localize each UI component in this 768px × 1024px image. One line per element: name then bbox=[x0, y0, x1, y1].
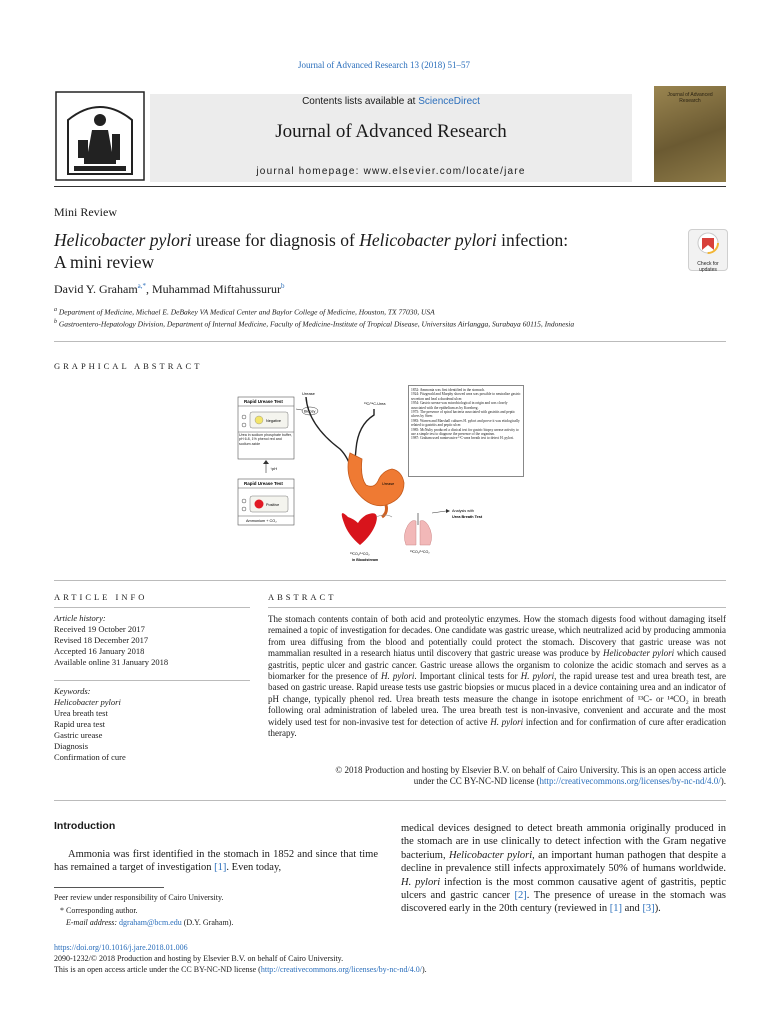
bottom-metadata bbox=[54, 942, 726, 975]
ammonium-label: Ammonium + CO₂ bbox=[246, 519, 277, 523]
timeline-item: 1975: The presence of spiral bacteria associated with gastritis and peptic ulcers by Steer. bbox=[411, 410, 516, 419]
urea-label: ¹³C/¹⁴C-Urea bbox=[364, 402, 386, 406]
affiliation-a bbox=[54, 307, 734, 317]
col2-text: . The presence of urease in the stomach was discovered early in the 20th century (reviewed in bbox=[401, 890, 726, 915]
blood-co2-label: ¹³CO₂/¹⁴CO₂ bbox=[350, 552, 370, 556]
doi-link[interactable]: https://doi.org/10.1016/j.jare.2018.01.006 bbox=[54, 943, 188, 952]
abstract-species: H. pylori bbox=[490, 716, 524, 727]
introduction-heading: Introduction bbox=[54, 820, 116, 832]
author-graham: David Y. Graham bbox=[54, 282, 138, 296]
ubt-label: Urea Breath Test bbox=[452, 515, 483, 519]
affiliation-a-marker: a bbox=[54, 307, 57, 313]
timeline-item: 1924: Fitzgerald and Murphy showed urea was possible to neutralize gastric secretion and heal a duodenal ulcer. bbox=[411, 392, 521, 401]
oa-prefix: This is an open access article under the CC BY-NC-ND license ( bbox=[54, 965, 261, 974]
abstract-text: infection and for confirmation of cure after eradication therapy. bbox=[268, 716, 727, 739]
rut-title-positive: Rapid Urease Test bbox=[244, 481, 283, 486]
header-rule bbox=[54, 186, 726, 187]
copyright-line-1: © 2018 Production and hosting by Elsevier B.V. on behalf of Cairo University. This is an open access article bbox=[335, 765, 726, 775]
history-label: Article history: bbox=[54, 613, 106, 623]
copyright-prefix: under the CC BY-NC-ND license ( bbox=[413, 776, 540, 787]
col2-text: and bbox=[622, 903, 643, 915]
col2-text: medical devices designed to detect breath ammonia originally produced in the stomach are in use clinically to detect infection with the Gram negative bacterium, bbox=[401, 823, 726, 861]
corresponding-author-note: * Corresponding author. bbox=[60, 905, 138, 915]
affiliation-b-marker: b bbox=[54, 319, 57, 325]
cc-license-link[interactable]: http://creativecommons.org/licenses/by-nc-nd/4.0/ bbox=[539, 776, 721, 787]
abstract-text: which caused gastritis, peptic ulcer and gastric cancer. Gastric urease allows the organism to colonize the acidic stomach and serves as a biomarker for the presence of bbox=[268, 648, 727, 682]
keyword-item: Diagnosis bbox=[54, 741, 88, 751]
reference-link-2[interactable]: [2] bbox=[514, 890, 527, 902]
revised-date: Revised 18 December 2017 bbox=[54, 635, 149, 645]
abstract-bottom-rule bbox=[54, 800, 726, 801]
online-date: Available online 31 January 2018 bbox=[54, 657, 169, 667]
title-text-2: infection: bbox=[496, 230, 569, 250]
article-info-top-rule bbox=[54, 580, 726, 581]
journal-homepage-link[interactable]: journal homepage: www.elsevier.com/locate/jare bbox=[256, 166, 526, 177]
contents-prefix: Contents lists available at bbox=[302, 96, 419, 107]
issn-line: 2090-1232/© 2018 Production and hosting by Elsevier B.V. on behalf of Cairo University. bbox=[54, 954, 344, 963]
affiliation-b-text: Gastroentero-Hepatology Division, Department of Internal Medicine, Faculty of Medicine-Institute of Tropical Disease, Universitas Airlangga, Surabaya 60115, Indonesia bbox=[58, 319, 575, 329]
abstract-heading: ABSTRACT bbox=[268, 592, 337, 602]
reference-link-1[interactable]: [1] bbox=[214, 862, 227, 874]
title-species-1: Helicobacter pylori bbox=[54, 230, 192, 250]
intro-text: Ammonia was first identified in the stomach in 1852 and since that time has remained a target of investigation bbox=[54, 849, 378, 874]
cover-title: Journal of Advanced Research bbox=[667, 92, 713, 104]
keyword-item: Gastric urease bbox=[54, 730, 103, 740]
email-suffix: (D.Y. Graham). bbox=[181, 918, 234, 927]
history-rule bbox=[54, 680, 250, 681]
abstract-text: , the rapid urease test and urea breath test, are based on gastric urease. Rapid urease tests use gastric biopsies or mucus placed in a device containing urea and an indicator of pH change, typically phenol red. Urea breath tests measure the change in isotope enrichment of ¹³C- or ¹⁴CO₂ in breath following oral administration of labeled urea. The urea breath test is non-invasive, convenient and accurate and the most widely used test for non-invasive test for detection of active bbox=[268, 671, 727, 727]
crossmark-icon bbox=[689, 230, 727, 256]
col2-text: ). bbox=[654, 903, 661, 915]
author-miftahussurur-affil-link[interactable]: b bbox=[281, 282, 285, 290]
contents-line bbox=[150, 96, 632, 107]
col2-text: , an important human pathogen that despite a decline in prevalence still infects approximately 50% of humans worldwide. bbox=[401, 849, 726, 875]
col2-text: infection is the most common causative agent of gastritis, peptic ulcers and gastric cancer bbox=[401, 876, 726, 902]
col2-species: Helicobacter pylori bbox=[448, 849, 533, 861]
reference-link-3[interactable]: [3] bbox=[642, 903, 655, 915]
cairo-university-logo bbox=[54, 90, 146, 182]
peer-review-note: Peer review under responsibility of Cairo University. bbox=[54, 893, 224, 902]
keyword-item: Urea breath test bbox=[54, 708, 108, 718]
reference-link-1[interactable]: [1] bbox=[609, 903, 623, 915]
footnotes bbox=[54, 892, 378, 930]
urease-stomach-label: Urease bbox=[382, 482, 395, 486]
copyright-suffix: ). bbox=[720, 776, 726, 787]
keywords-label: Keywords: bbox=[54, 686, 91, 696]
journal-citation-link[interactable]: Journal of Advanced Research 13 (2018) 51–57 bbox=[298, 60, 470, 70]
oa-suffix: ). bbox=[422, 965, 427, 974]
sciencedirect-link[interactable]: ScienceDirect bbox=[418, 96, 480, 107]
title-line-2: A mini review bbox=[54, 252, 155, 272]
abstract-text: . Important clinical tests for bbox=[414, 671, 521, 682]
keyword-item: Confirmation of cure bbox=[54, 752, 126, 762]
graphical-abstract-heading: GRAPHICAL ABSTRACT bbox=[54, 361, 203, 371]
title-rule bbox=[54, 341, 726, 342]
timeline-item: 1852: Ammonia was first identified in the stomach. bbox=[411, 388, 485, 392]
abstract-species: H. pylori bbox=[520, 671, 555, 682]
intro-text-end: . Even today, bbox=[226, 862, 282, 874]
article-title bbox=[54, 229, 654, 273]
abstract-body bbox=[268, 614, 726, 739]
abstract-species: H. pylori bbox=[381, 671, 415, 682]
footnote-rule bbox=[54, 887, 164, 888]
rut-title-negative: Rapid Urease Test bbox=[244, 399, 283, 404]
oa-license-link[interactable]: http://creativecommons.org/licenses/by-nc-nd/4.0/ bbox=[260, 965, 422, 974]
check-updates-label: Check for updates bbox=[697, 261, 719, 273]
body-column-1 bbox=[54, 848, 378, 875]
keywords bbox=[54, 686, 250, 763]
timeline-item: 1954: Gastric urease was microbiological in origin and was closely associated with the epithelium as by Kornberg. bbox=[411, 401, 508, 410]
article-info-heading: ARTICLE INFO bbox=[54, 592, 148, 602]
keyword-item: Helicobacter pylori bbox=[54, 697, 121, 707]
bloodstream-label: in Bloodstream bbox=[352, 558, 379, 562]
seal-icon bbox=[54, 90, 146, 182]
urease-top-label: Urease bbox=[302, 391, 315, 396]
author-graham-affil-link[interactable]: a,* bbox=[137, 282, 147, 290]
article-type: Mini Review bbox=[54, 205, 117, 219]
body-column-2 bbox=[401, 822, 726, 916]
abstract-rule bbox=[268, 607, 726, 608]
timeline-box bbox=[408, 385, 524, 477]
email-link[interactable]: dgraham@bcm.edu bbox=[119, 918, 182, 927]
author-miftahussurur: Muhammad Miftahussurur bbox=[152, 282, 281, 296]
timeline-item: 1985: McNulty produced a clinical test for gastric biopsy urease activity to use a simple test to diagnose the presence of the organism. bbox=[411, 427, 519, 437]
ph-label: ↑pH bbox=[270, 466, 278, 471]
received-date: Received 19 October 2017 bbox=[54, 624, 145, 634]
analysis-label: Analysis with bbox=[452, 509, 474, 513]
authors bbox=[54, 282, 285, 297]
abstract-copyright bbox=[268, 765, 726, 788]
affiliation-b bbox=[54, 319, 734, 329]
article-info-rule bbox=[54, 607, 250, 608]
journal-name: Journal of Advanced Research bbox=[275, 121, 507, 142]
keyword-item: Rapid urea test bbox=[54, 719, 105, 729]
abstract-text: The stomach contents contain of both acid and proteolytic enzymes. How the stomach digests food without damaging itself remained a topic of investigation for decades. One candidate was gastric urease, which neutralized acid by producing ammonia from urea diffusing from the blood and potentially could protect the stomach. Discovery that gastric urease was not mammalian resulted in a research hiatus until discovery that gastric urease was produce by bbox=[268, 614, 726, 659]
timeline-item: 1987: Graham used noninvasive ¹³C-urea breath test to detect H. pylori. bbox=[411, 436, 514, 441]
accepted-date: Accepted 16 January 2018 bbox=[54, 646, 145, 656]
author-separator: , bbox=[146, 282, 153, 296]
article-history bbox=[54, 613, 250, 668]
timeline-item: 1983: Warren and Marshall cultures H. pylori and prove it was etiologically related to gastritis and peptic ulcer. bbox=[411, 418, 520, 428]
email-label: E-mail address: bbox=[66, 918, 120, 927]
lungs-co2-label: ¹³CO₂/¹⁴CO₂ bbox=[410, 550, 430, 554]
col2-species: H. pylori bbox=[401, 876, 441, 888]
title-species-2: Helicobacter pylori bbox=[359, 230, 497, 250]
rut-positive-label: Positive bbox=[266, 503, 280, 507]
title-text-1: urease for diagnosis of bbox=[191, 230, 360, 250]
check-for-updates-button[interactable] bbox=[688, 229, 728, 271]
biopsy-label: Biopsy bbox=[304, 409, 316, 414]
rut-description: Urea in sodium phosphate buffer, pH 6.8, 1% phenol red and sodium azide bbox=[239, 433, 292, 446]
rut-negative-label: Negative bbox=[266, 419, 281, 423]
affiliation-a-text: Department of Medicine, Michael E. DeBakey VA Medical Center and Baylor College of Medicine, Houston, TX 77030, USA bbox=[58, 307, 435, 317]
abstract-species: Helicobacter pylori bbox=[602, 648, 675, 659]
